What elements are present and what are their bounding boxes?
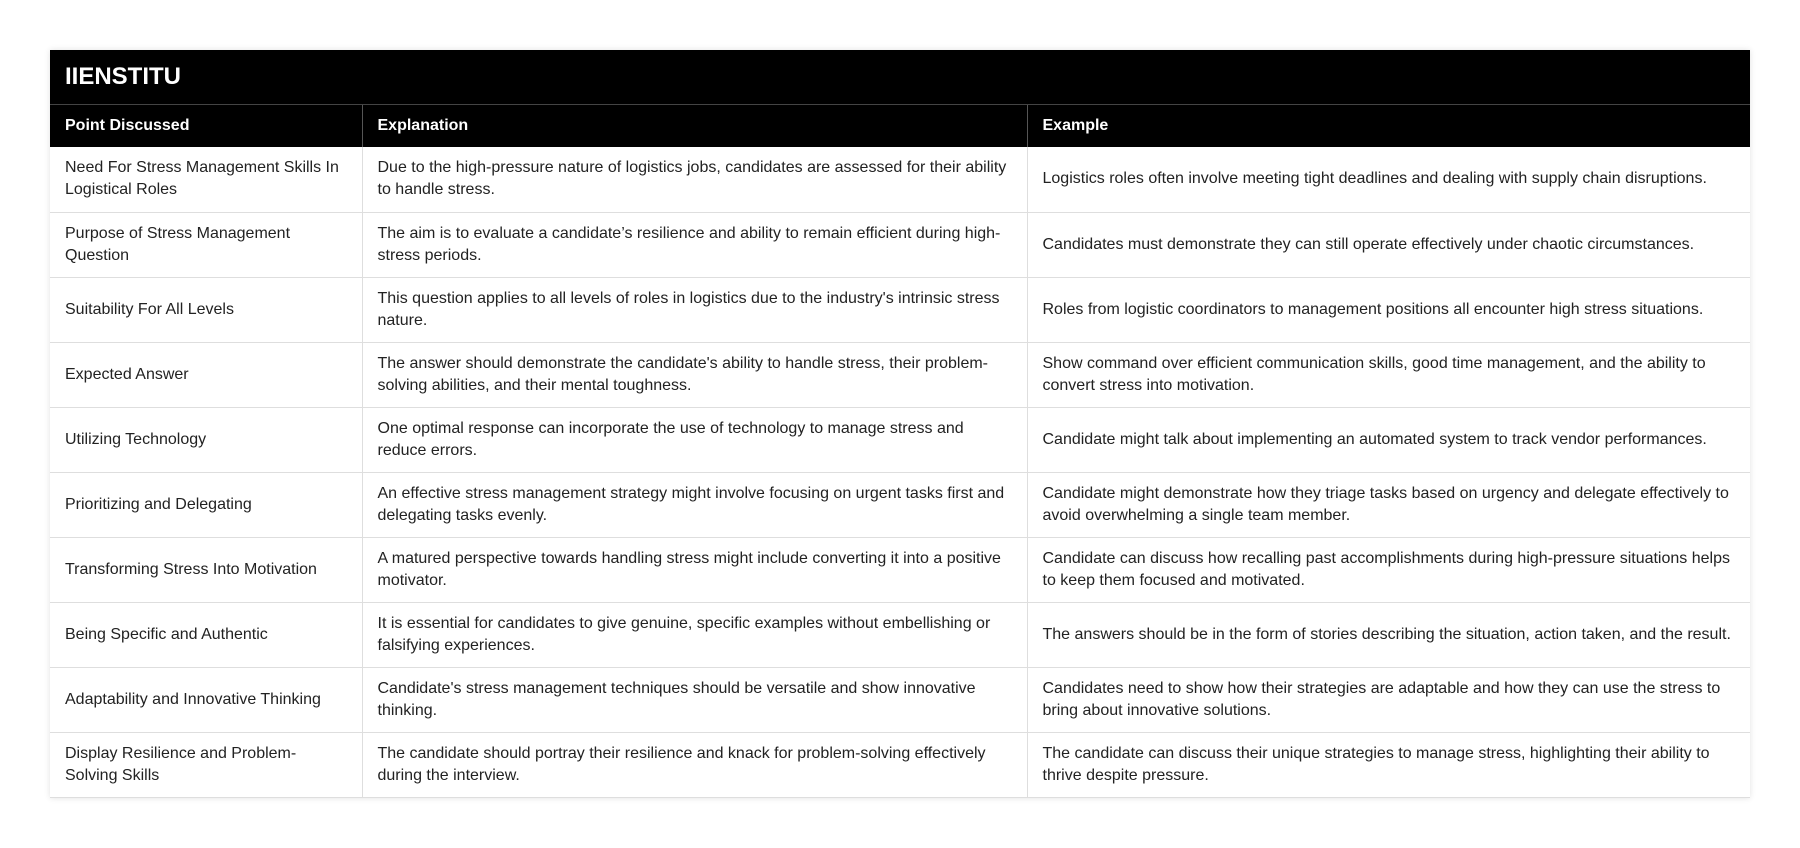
cell-explanation: Candidate's stress management techniques should be versatile and show innovative thinking. — [362, 667, 1027, 732]
cell-example: Show command over efficient communication skills, good time management, and the ability to convert stress into motivation. — [1027, 342, 1750, 407]
table-row — [50, 667, 1750, 732]
table-row — [50, 212, 1750, 277]
cell-example: Candidate might demonstrate how they triage tasks based on urgency and delegate effectively to avoid overwhelming a single team member. — [1027, 472, 1750, 537]
column-header-point: Point Discussed — [50, 104, 362, 147]
cell-explanation: The answer should demonstrate the candidate's ability to handle stress, their problem-solving abilities, and their mental toughness. — [362, 342, 1027, 407]
table-title-row — [50, 50, 1750, 104]
cell-point: Transforming Stress Into Motivation — [50, 537, 362, 602]
table-row — [50, 537, 1750, 602]
cell-point: Prioritizing and Delegating — [50, 472, 362, 537]
cell-explanation: It is essential for candidates to give genuine, specific examples without embellishing or falsifying experiences. — [362, 602, 1027, 667]
cell-example: Candidate can discuss how recalling past accomplishments during high-pressure situations helps to keep them focused and motivated. — [1027, 537, 1750, 602]
cell-point: Need For Stress Management Skills In Logistical Roles — [50, 147, 362, 212]
cell-example: Logistics roles often involve meeting tight deadlines and dealing with supply chain disruptions. — [1027, 147, 1750, 212]
table-row — [50, 407, 1750, 472]
table-row — [50, 732, 1750, 797]
table-row — [50, 472, 1750, 537]
cell-point: Expected Answer — [50, 342, 362, 407]
cell-example: Candidates must demonstrate they can still operate effectively under chaotic circumstances. — [1027, 212, 1750, 277]
data-table — [50, 50, 1750, 798]
column-header-example: Example — [1027, 104, 1750, 147]
cell-point: Display Resilience and Problem-Solving Skills — [50, 732, 362, 797]
cell-explanation: An effective stress management strategy might involve focusing on urgent tasks first and delegating tasks evenly. — [362, 472, 1027, 537]
cell-explanation: A matured perspective towards handling stress might include converting it into a positive motivator. — [362, 537, 1027, 602]
cell-point: Purpose of Stress Management Question — [50, 212, 362, 277]
cell-explanation: This question applies to all levels of roles in logistics due to the industry's intrinsic stress nature. — [362, 277, 1027, 342]
cell-explanation: The aim is to evaluate a candidate’s resilience and ability to remain efficient during high-stress periods. — [362, 212, 1027, 277]
table-title: IIENSTITU — [50, 50, 1750, 104]
table-row — [50, 277, 1750, 342]
cell-explanation: One optimal response can incorporate the use of technology to manage stress and reduce errors. — [362, 407, 1027, 472]
cell-point: Being Specific and Authentic — [50, 602, 362, 667]
cell-point: Suitability For All Levels — [50, 277, 362, 342]
cell-example: The answers should be in the form of stories describing the situation, action taken, and the result. — [1027, 602, 1750, 667]
cell-explanation: The candidate should portray their resilience and knack for problem-solving effectively during the interview. — [362, 732, 1027, 797]
table-row — [50, 147, 1750, 212]
cell-example: The candidate can discuss their unique strategies to manage stress, highlighting their ability to thrive despite pressure. — [1027, 732, 1750, 797]
table-row — [50, 602, 1750, 667]
data-table-container — [50, 50, 1750, 798]
cell-example: Candidate might talk about implementing an automated system to track vendor performances. — [1027, 407, 1750, 472]
cell-example: Candidates need to show how their strategies are adaptable and how they can use the stress to bring about innovative solutions. — [1027, 667, 1750, 732]
column-header-explanation: Explanation — [362, 104, 1027, 147]
table-header-row — [50, 104, 1750, 147]
table-row — [50, 342, 1750, 407]
cell-point: Utilizing Technology — [50, 407, 362, 472]
cell-point: Adaptability and Innovative Thinking — [50, 667, 362, 732]
cell-explanation: Due to the high-pressure nature of logistics jobs, candidates are assessed for their ability to handle stress. — [362, 147, 1027, 212]
cell-example: Roles from logistic coordinators to management positions all encounter high stress situations. — [1027, 277, 1750, 342]
